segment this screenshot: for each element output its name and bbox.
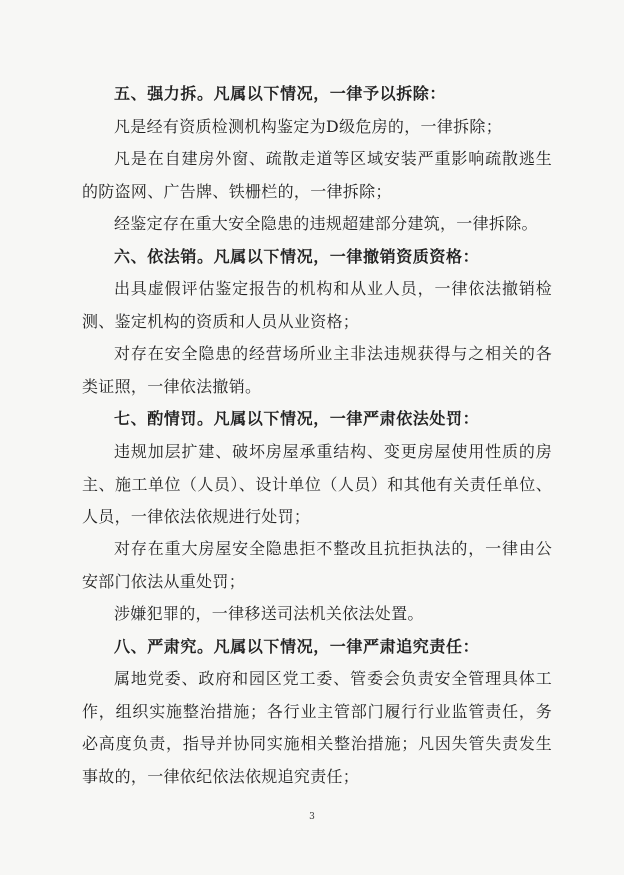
section-6-heading: 六、依法销。凡属以下情况，一律撤销资质资格： [114,247,480,266]
section-5-paragraph-1: 凡是经有资质检测机构鉴定为D级危房的，一律拆除； [114,117,503,136]
section-7-paragraph-2: 对存在重大房屋安全隐患拒不整改且抗拒执法的，一律由公安部门依法从重处罚； [82,539,552,591]
section-7-heading: 七、酌情罚。凡属以下情况，一律严肃依法处罚： [114,409,480,428]
section-8-paragraph-1: 属地党委、政府和园区党工委、管委会负责安全管理具体工作，组织实施整治措施；各行业主管部门履行行业监管责任，务必高度负责，指导并协同实施相关整治措施；凡因失管失责发生事故的，一律依纪依法依规追究责任； [82,669,552,786]
section-7-paragraph-3: 涉嫌犯罪的，一律移送司法机关依法处置。 [114,604,424,623]
section-5-paragraph-2: 凡是在自建房外窗、疏散走道等区域安装严重影响疏散逃生的防盗网、广告牌、铁栅栏的，一律拆除； [82,149,552,201]
page-number: 3 [309,812,315,822]
section-6-paragraph-1: 出具虚假评估鉴定报告的机构和从业人员，一律依法撤销检测、鉴定机构的资质和人员从业资格； [82,279,552,331]
section-5-paragraph-3: 经鉴定存在重大安全隐患的违规超建部分建筑，一律拆除。 [114,214,538,233]
section-7-paragraph-1: 违规加层扩建、破坏房屋承重结构、变更房屋使用性质的房主、施工单位（人员）、设计单位（人员）和其他有关责任单位、人员，一律依法依规进行处罚； [82,442,552,526]
section-6-paragraph-2: 对存在安全隐患的经营场所业主非法违规获得与之相关的各类证照，一律依法撤销。 [82,344,552,396]
section-8-heading: 八、严肃究。凡属以下情况，一律严肃追究责任： [114,637,480,656]
section-5-heading: 五、强力拆。凡属以下情况，一律予以拆除： [114,84,447,103]
